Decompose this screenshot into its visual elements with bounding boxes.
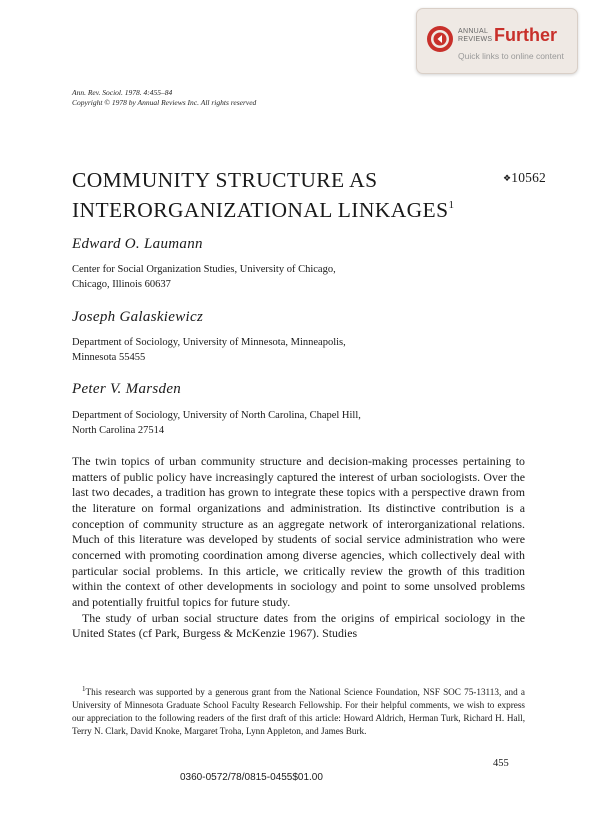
copyright-line: Copyright © 1978 by Annual Reviews Inc. All rights reserved xyxy=(72,98,257,107)
author-name-1: Edward O. Laumann xyxy=(72,236,203,252)
body-paragraph-2: The study of urban social structure dates from the origins of empirical sociology in the United States (cf Park, Burgess & McKenzie 1967). Studies xyxy=(72,610,525,641)
author-name-3: Peter V. Marsden xyxy=(72,381,182,397)
page-number: 455 xyxy=(493,758,509,769)
banner-subtitle: Quick links to online content xyxy=(458,51,564,61)
author-affiliation-2: Department of Sociology, University of Minnesota, Minneapolis, Minnesota 55455 xyxy=(72,337,346,363)
diamond-bullet-icon: ❖ xyxy=(502,173,512,183)
author-affiliation-3: Department of Sociology, University of North Carolina, Chapel Hill, North Carolina 27514 xyxy=(72,410,361,436)
annual-reviews-logo-icon xyxy=(426,25,454,53)
article-title xyxy=(72,168,532,223)
article-body xyxy=(72,454,525,642)
footnote-text: This research was supported by a generous grant from the National Science Foundation, NSF SOC 75-13113, and a University of Minnesota Graduate School Faculty Research Fellowship. For their helpful comments, we wish to express our appreciation to the following readers of the first draft of this article: Howard Aldrich, Herman Turk, Richard H. Hall, Terry N. Clark, David Knoke, Margaret Troha, Lynn Appleton, and James Burk. xyxy=(72,687,525,737)
title-line-1: COMMUNITY STRUCTURE AS xyxy=(72,168,378,192)
banner-annual-reviews-label: ANNUAL REVIEWS xyxy=(458,28,493,43)
footnote-marker: 1 xyxy=(82,685,86,693)
title-footnote-marker: 1 xyxy=(448,199,455,211)
body-paragraph-1: The twin topics of urban community structure and decision-making processes pertaining to matters of public policy have increasingly captured the interest of urban sociologists. Over the last two decades, a tradition has grown to integrate these topics with a perspective drawn from the literature on formal organizations and administration. Its distinctive contribution is a conception of community structure as an aggregate network of interorganizational relations. Much of this literature was developed by students of social service administration who were concerned with promoting coordination among diverse agencies, which collectively deal with particular social problems. In this article, we critically review the growth of this tradition within the context of other developments in sociology and point to some unsolved problems and potentially fruitful topics for future study. xyxy=(72,454,525,609)
citation-line-1: Ann. Rev. Sociol. 1978. 4:455–84 xyxy=(72,88,173,97)
author-name-2: Joseph Galaskiewicz xyxy=(72,309,204,325)
banner-further-label: Further xyxy=(494,25,557,45)
issn-code: 0360-0572/78/0815-0455$01.00 xyxy=(180,772,323,783)
footnote xyxy=(72,683,525,738)
journal-citation xyxy=(72,88,256,108)
article-id: ❖10562 xyxy=(502,170,546,185)
further-banner[interactable] xyxy=(416,8,578,74)
title-line-2: INTERORGANIZATIONAL LINKAGES$^1$ xyxy=(72,198,455,222)
author-affiliation-1: Center for Social Organization Studies, University of Chicago, Chicago, Illinois 60637 xyxy=(72,264,336,290)
